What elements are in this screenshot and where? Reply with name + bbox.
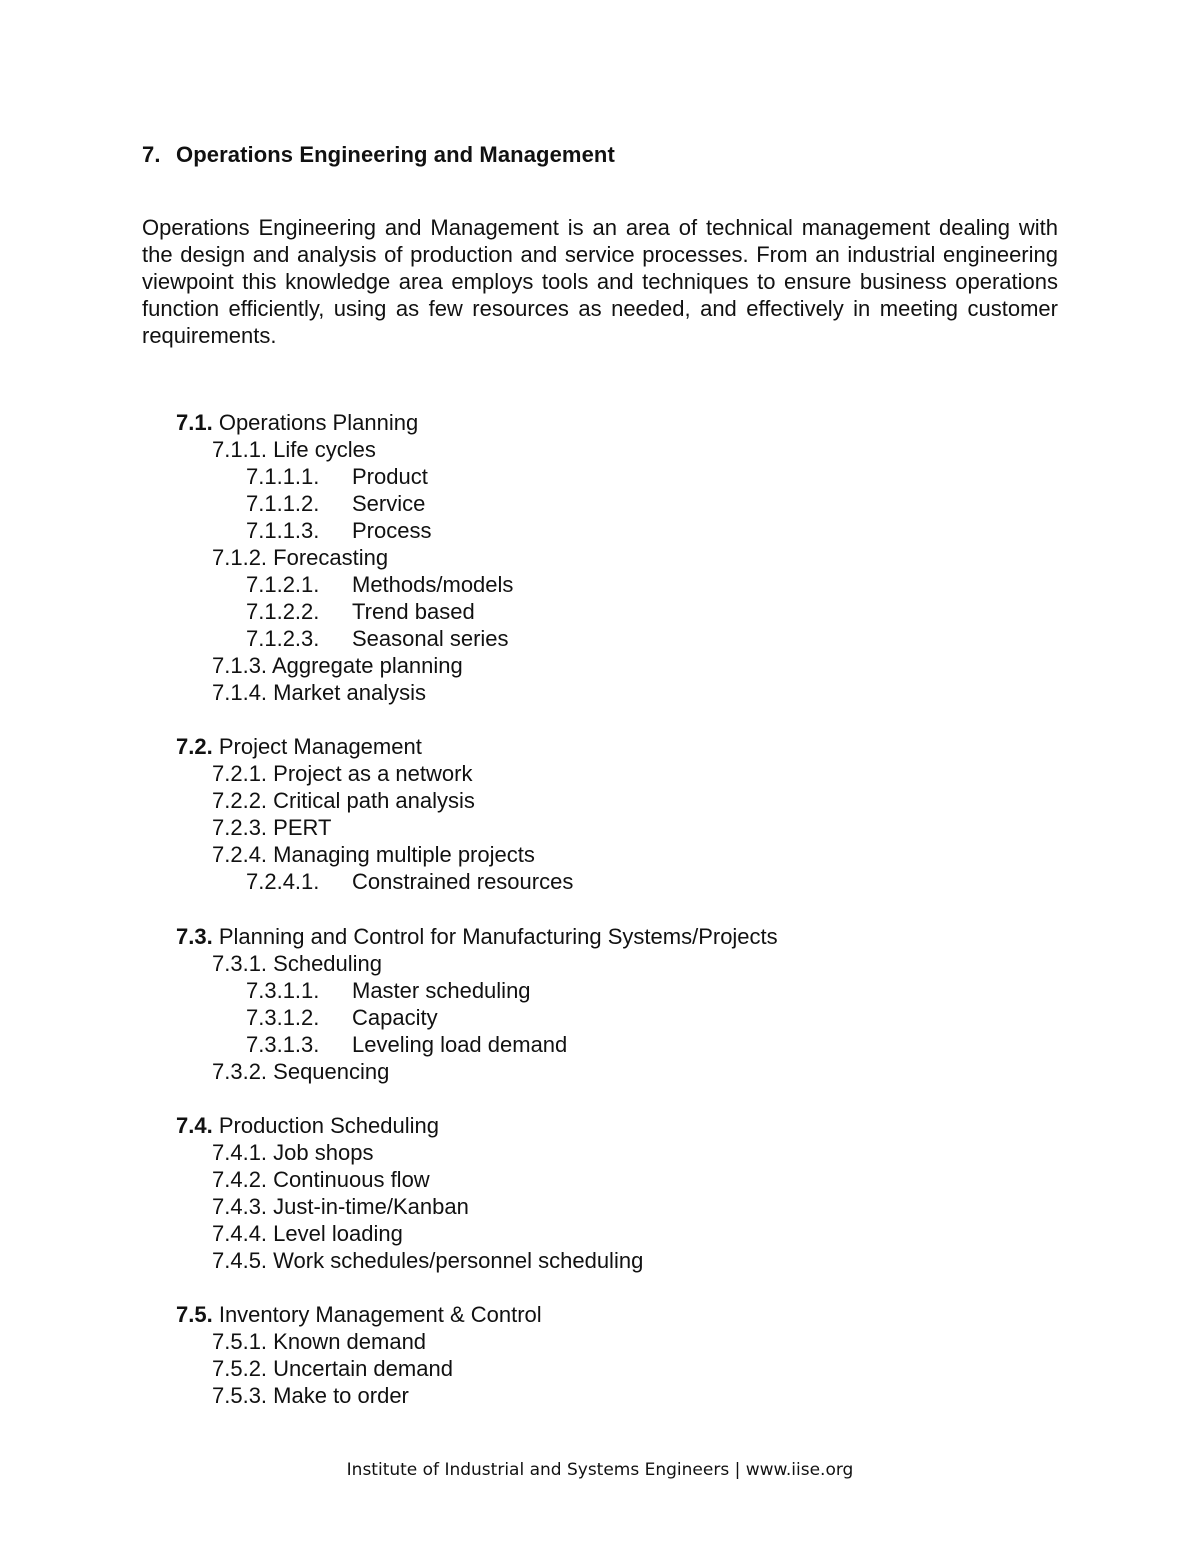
- outline-title: Planning and Control for Manufacturing Systems/Projects: [218, 924, 778, 949]
- outline-item-7-1-2-1: [246, 572, 513, 598]
- outline-item-7-4-1: 7.4.1. Job shops: [212, 1140, 374, 1165]
- outline-item-7-3-1: 7.3.1. Scheduling: [212, 951, 383, 976]
- outline-item-7-1-1-2: [246, 491, 425, 517]
- outline-text: Seasonal series: [352, 626, 509, 651]
- intro-paragraph: Operations Engineering and Management is an area of technical management dealing with the design and analysis of production and service processes. From an industrial engineering viewpoint this knowledge area employs tools and techniques to ensure business operations function efficiently, using as few resources as needed, and effectively in meeting customer requirements.: [142, 215, 1058, 348]
- outline-text: Methods/models: [352, 572, 514, 597]
- outline-item-7-4-4: 7.4.4. Level loading: [212, 1221, 403, 1246]
- outline-text: Trend based: [352, 599, 475, 624]
- outline-item-7-1-2-3: [246, 626, 509, 652]
- outline-text: Process: [352, 518, 432, 543]
- outline-item-7-3-1-2: [246, 1005, 438, 1031]
- outline-item-7-1-1-3: [246, 518, 431, 544]
- outline-item-7-1: [176, 410, 418, 436]
- section-title: Operations Engineering and Management: [176, 142, 615, 167]
- outline-item-7-4-5: 7.4.5. Work schedules/personnel scheduling: [212, 1248, 644, 1273]
- outline-number: 7.3.: [176, 924, 213, 949]
- outline-item-7-1-1-1: [246, 464, 428, 490]
- outline-item-7-2-3: 7.2.3. PERT: [212, 815, 332, 840]
- outline-number: 7.2.4.1.: [246, 869, 320, 894]
- outline-item-7-2-2: 7.2.2. Critical path analysis: [212, 788, 475, 813]
- outline-title: Project Management: [218, 734, 422, 759]
- outline-text: Leveling load demand: [352, 1032, 568, 1057]
- outline-item-7-5-1: 7.5.1. Known demand: [212, 1329, 427, 1354]
- outline-item-7-2-4-1: [246, 869, 573, 895]
- outline-number: 7.1.: [176, 410, 213, 435]
- outline-item-7-5-3: 7.5.3. Make to order: [212, 1383, 409, 1408]
- section-heading: [142, 142, 615, 168]
- outline-item-7-4-2: 7.4.2. Continuous flow: [212, 1167, 430, 1192]
- outline-item-7-1-2: 7.1.2. Forecasting: [212, 545, 389, 570]
- outline-text: Service: [352, 491, 426, 516]
- outline-number: 7.1.2.1.: [246, 572, 320, 597]
- outline-number: 7.1.2.2.: [246, 599, 320, 624]
- outline-title: Production Scheduling: [218, 1113, 439, 1138]
- outline-number: 7.2.: [176, 734, 213, 759]
- outline-item-7-3-2: 7.3.2. Sequencing: [212, 1059, 390, 1084]
- outline-item-7-1-1: 7.1.1. Life cycles: [212, 437, 376, 462]
- outline-item-7-3-1-1: [246, 978, 531, 1004]
- outline-text: Master scheduling: [352, 978, 531, 1003]
- outline-text: Product: [352, 464, 428, 489]
- outline-number: 7.5.: [176, 1302, 213, 1327]
- outline-title: Inventory Management & Control: [218, 1302, 542, 1327]
- outline-item-7-5: [176, 1302, 542, 1328]
- outline-text: Constrained resources: [352, 869, 574, 894]
- page-footer: Institute of Industrial and Systems Engineers | www.iise.org: [346, 1460, 854, 1480]
- outline-item-7-2-1: 7.2.1. Project as a network: [212, 761, 473, 786]
- outline-number: 7.4.: [176, 1113, 213, 1138]
- outline-item-7-1-4: 7.1.4. Market analysis: [212, 680, 426, 705]
- outline-item-7-4-3: 7.4.3. Just-in-time/Kanban: [212, 1194, 469, 1219]
- outline-number: 7.1.1.2.: [246, 491, 320, 516]
- outline-item-7-5-2: 7.5.2. Uncertain demand: [212, 1356, 453, 1381]
- outline-item-7-3: [176, 924, 778, 950]
- outline-text: Capacity: [352, 1005, 438, 1030]
- outline-item-7-1-2-2: [246, 599, 475, 625]
- outline-item-7-2: [176, 734, 422, 760]
- outline-number: 7.1.2.3.: [246, 626, 320, 651]
- outline-number: 7.3.1.3.: [246, 1032, 320, 1057]
- outline-number: 7.3.1.1.: [246, 978, 320, 1003]
- outline-number: 7.1.1.1.: [246, 464, 320, 489]
- section-number: 7.: [142, 142, 161, 167]
- outline-number: 7.3.1.2.: [246, 1005, 320, 1030]
- outline-item-7-2-4: 7.2.4. Managing multiple projects: [212, 842, 535, 867]
- outline-number: 7.1.1.3.: [246, 518, 320, 543]
- outline-title: Operations Planning: [218, 410, 419, 435]
- outline-item-7-4: [176, 1113, 439, 1139]
- outline-item-7-3-1-3: [246, 1032, 567, 1058]
- outline-item-7-1-3: 7.1.3. Aggregate planning: [212, 653, 463, 678]
